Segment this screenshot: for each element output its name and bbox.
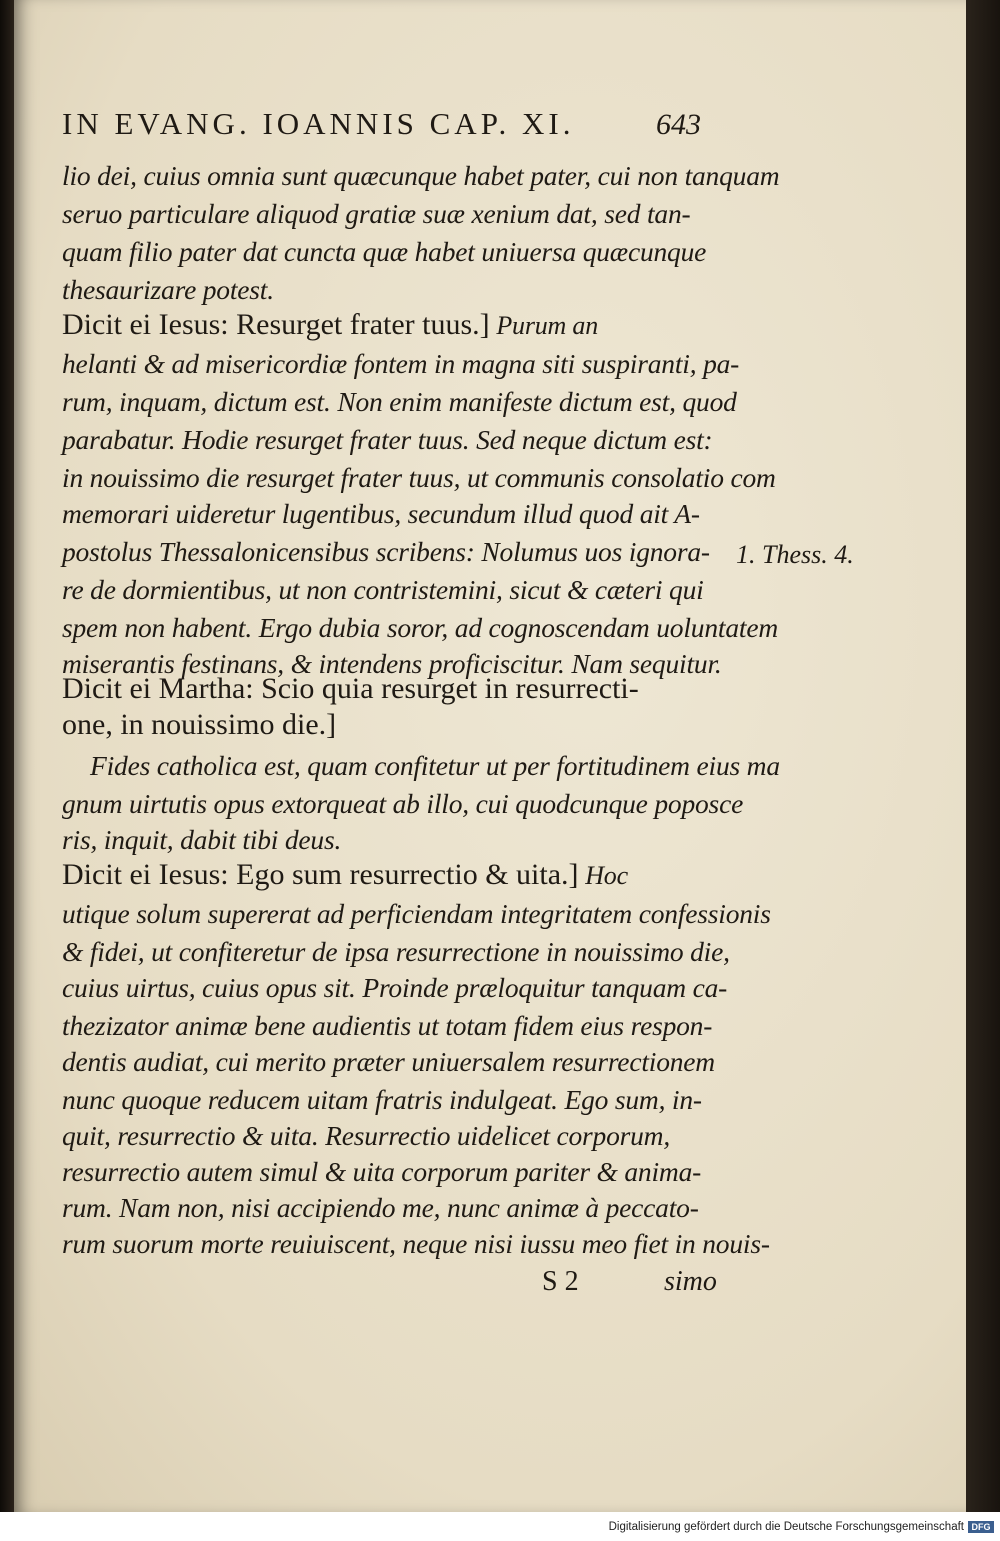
body-line: miserantis festinans, & intendens proficiscitur. Nam sequitur. [62, 648, 722, 679]
book-page [14, 0, 966, 1512]
body-line: lio dei, cuius omnia sunt quæcunque habet pater, cui non tanquam [62, 160, 780, 191]
body-line: spem non habent. Ergo dubia soror, ad cognoscendam uoluntatem [62, 612, 778, 643]
body-line: Fides catholica est, quam confitetur ut per fortitudinem eius ma [90, 750, 780, 781]
running-title: IN EVANG. IOANNIS CAP. XI. [62, 106, 575, 141]
lemma-line [62, 858, 628, 892]
lemma-line [62, 308, 598, 342]
body-line: rum. Nam non, nisi accipiendo me, nunc animæ à peccato- [62, 1192, 699, 1223]
body-line: quit, resurrectio & uita. Resurrectio uidelicet corporum, [62, 1120, 671, 1151]
lemma-line: Dicit ei Martha: Scio quia resurget in resurrecti- [62, 672, 639, 705]
commentary-start: Purum an [496, 311, 599, 340]
lemma-text: Dicit ei Iesus: Ego sum resurrectio & uita.] [62, 858, 579, 891]
body-line: postolus Thessalonicensibus scribens: Nolumus uos ignora- [62, 536, 710, 567]
lemma-text: Dicit ei Iesus: Resurget frater tuus.] [62, 308, 490, 341]
body-line: thesaurizare potest. [62, 274, 274, 305]
book-spine-shadow [0, 0, 14, 1512]
body-line: resurrectio autem simul & uita corporum pariter & anima- [62, 1156, 702, 1187]
body-line: ris, inquit, dabit tibi deus. [62, 824, 342, 855]
body-line: rum, inquam, dictum est. Non enim manifeste dictum est, quod [62, 386, 737, 417]
body-line: in nouissimo die resurget frater tuus, ut communis consolatio com [62, 462, 776, 493]
body-line: helanti & ad misericordiæ fontem in magna siti suspiranti, pa- [62, 348, 740, 379]
body-line: utique solum supererat ad perficiendam integritatem confessionis [62, 898, 771, 929]
page-edge-shadow [966, 0, 1000, 1512]
body-line: parabatur. Hodie resurget frater tuus. Sed neque dictum est: [62, 424, 713, 455]
body-line: cuius uirtus, cuius opus sit. Proinde præloquitur tanquam ca- [62, 972, 728, 1003]
commentary-start: Hoc [585, 861, 628, 890]
body-line: quam filio pater dat cuncta quæ habet uniuersa quæcunque [62, 236, 707, 267]
body-line: nunc quoque reducem uitam fratris indulgeat. Ego sum, in- [62, 1084, 702, 1115]
funding-credit: Digitalisierung gefördert durch die Deutsche Forschungsgemeinschaft [608, 1521, 964, 1533]
body-line: thezizator animæ bene audientis ut totam fidem eius respon- [62, 1010, 713, 1041]
body-line: seruo particulare aliquod gratiæ suæ xenium dat, sed tan- [62, 198, 691, 229]
marginal-note: 1. Thess. 4. [736, 540, 854, 569]
lemma-line: one, in nouissimo die.] [62, 708, 337, 741]
dfg-logo: DFG [968, 1521, 994, 1533]
body-line: rum suorum morte reuiuiscent, neque nisi iussu meo fiet in nouis- [62, 1228, 770, 1259]
body-line: gnum uirtutis opus extorqueat ab illo, cui quodcunque poposce [62, 788, 744, 819]
body-line: re de dormientibus, ut non contristemini, sicut & cæteri qui [62, 574, 704, 605]
body-line: & fidei, ut confiteretur de ipsa resurrectione in nouissimo die, [62, 936, 730, 967]
body-line: dentis audiat, cui merito præter uniuersalem resurrectionem [62, 1046, 715, 1077]
catchword: simo [664, 1266, 717, 1297]
signature-mark: S 2 [542, 1266, 579, 1297]
page-number: 643 [656, 108, 701, 141]
body-line: memorari uideretur lugentibus, secundum illud quod ait A- [62, 498, 700, 529]
